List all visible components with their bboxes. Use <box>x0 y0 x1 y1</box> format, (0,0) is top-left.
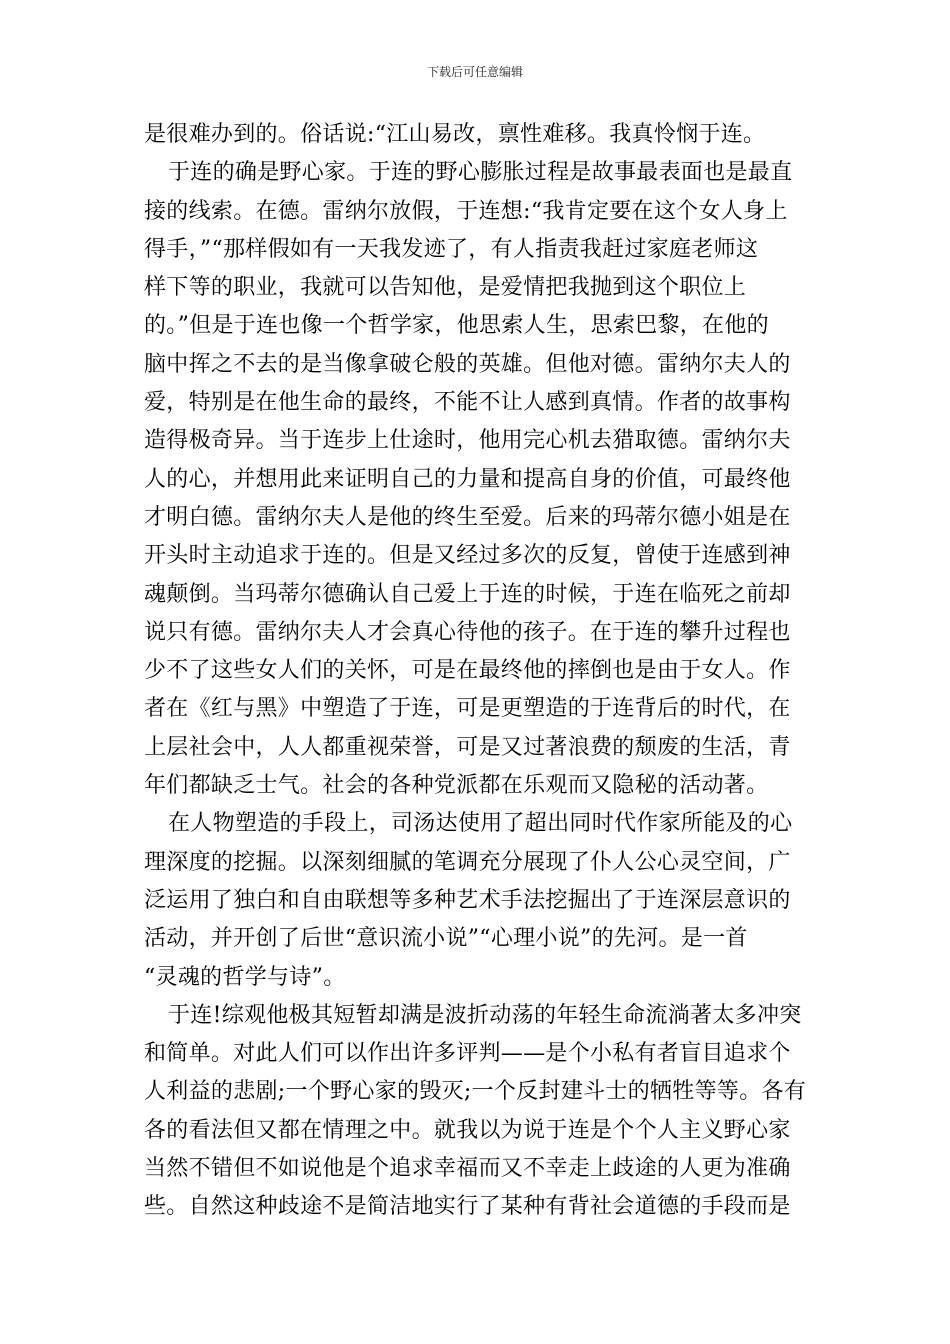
text-line: 样下等的职业，我就可以告知他，是爱情把我抛到这个职位上 <box>144 275 747 301</box>
text-line: 说只有德。雷纳尔夫人才会真心待他的孩子。在于连的攀升过程也 <box>144 619 791 645</box>
text-line: 少不了这些女人们的关怀，可是在最终他的摔倒也是由于女人。作 <box>144 658 791 684</box>
text-line: 接的线索。在德。雷纳尔放假，于连想:“我肯定要在这个女人身上 <box>144 198 788 224</box>
text-line: “灵魂的哲学与诗”。 <box>144 964 346 990</box>
text-line: 理深度的挖掘。以深刻细腻的笔调充分展现了仆人公心灵空间，广 <box>144 849 791 875</box>
text-line: 人的心，并想用此来证明自己的力量和提高自身的价值，可最终他 <box>144 466 791 492</box>
text-line: 的。”但是于连也像一个哲学家，他思索人生，思索巴黎，在他的 <box>144 313 769 339</box>
text-line: 各的看法但又都在情理之中。就我以为说于连是个个人主义野心家 <box>144 1117 791 1143</box>
text-line: 才明白德。雷纳尔夫人是他的终生至爱。后来的玛蒂尔德小姐是在 <box>144 504 791 530</box>
text-line: 者在《红与黑》中塑造了于连，可是更塑造的于连背后的时代，在 <box>144 696 791 722</box>
text-line: 魂颠倒。当玛蒂尔德确认自己爱上于连的时候，于连在临死之前却 <box>144 581 791 607</box>
text-line: 泛运用了独白和自由联想等多种艺术手法挖掘出了于连深层意识的 <box>144 887 791 913</box>
text-line: 爱，特别是在他生命的最终，不能不让人感到真情。作者的故事构 <box>144 390 791 416</box>
text-line: 上层社会中，人人都重视荣誉，可是又过著浪费的颓废的生活，青 <box>144 734 791 760</box>
text-line: 活动，并开创了后世“意识流小说”“心理小说”的先河。是一首 <box>144 926 748 952</box>
text-line: 开头时主动追求于连的。但是又经过多次的反复，曾使于连感到神 <box>144 543 791 569</box>
text-line: 是很难办到的。俗话说:“江山易改，禀性难移。我真怜悯于连。 <box>144 122 766 147</box>
paragraph-first-line: 于连!综观他极其短暂却满是波折动荡的年轻生命流淌著太多冲突 <box>168 1002 802 1028</box>
document-body <box>144 116 808 1227</box>
text-line: 些。自然这种歧途不是简洁地实行了某种有背社会道德的手段而是 <box>144 1194 791 1220</box>
text-line: 得手，”“那样假如有一天我发迹了，有人指责我赶过家庭老师这 <box>144 236 759 262</box>
text-line: 年们都缺乏士气。社会的各种党派都在乐观而又隐秘的活动著。 <box>144 773 769 799</box>
text-line: 当然不错但不如说他是个追求幸福而又不幸走上歧途的人更为准确 <box>144 1156 791 1182</box>
page-header: 下载后可任意编辑 <box>426 65 523 79</box>
text-line: 人利益的悲剧;一个野心家的毁灭;一个反封建斗士的牺牲等等。各有 <box>144 1079 807 1105</box>
text-line: 造得极奇异。当于连步上仕途时，他用完心机去猎取德。雷纳尔夫 <box>144 428 791 454</box>
paragraph-first-line: 于连的确是野心家。于连的野心膨胀过程是故事最表面也是最直 <box>168 160 793 186</box>
text-line: 脑中挥之不去的是当像拿破仑般的英雄。但他对德。雷纳尔夫人的 <box>144 351 791 377</box>
text-line: 和简单。对此人们可以作出许多评判——是个小私有者盲目追求个 <box>144 1041 791 1067</box>
paragraph-first-line: 在人物塑造的手段上，司汤达使用了超出同时代作家所能及的心 <box>168 811 793 837</box>
